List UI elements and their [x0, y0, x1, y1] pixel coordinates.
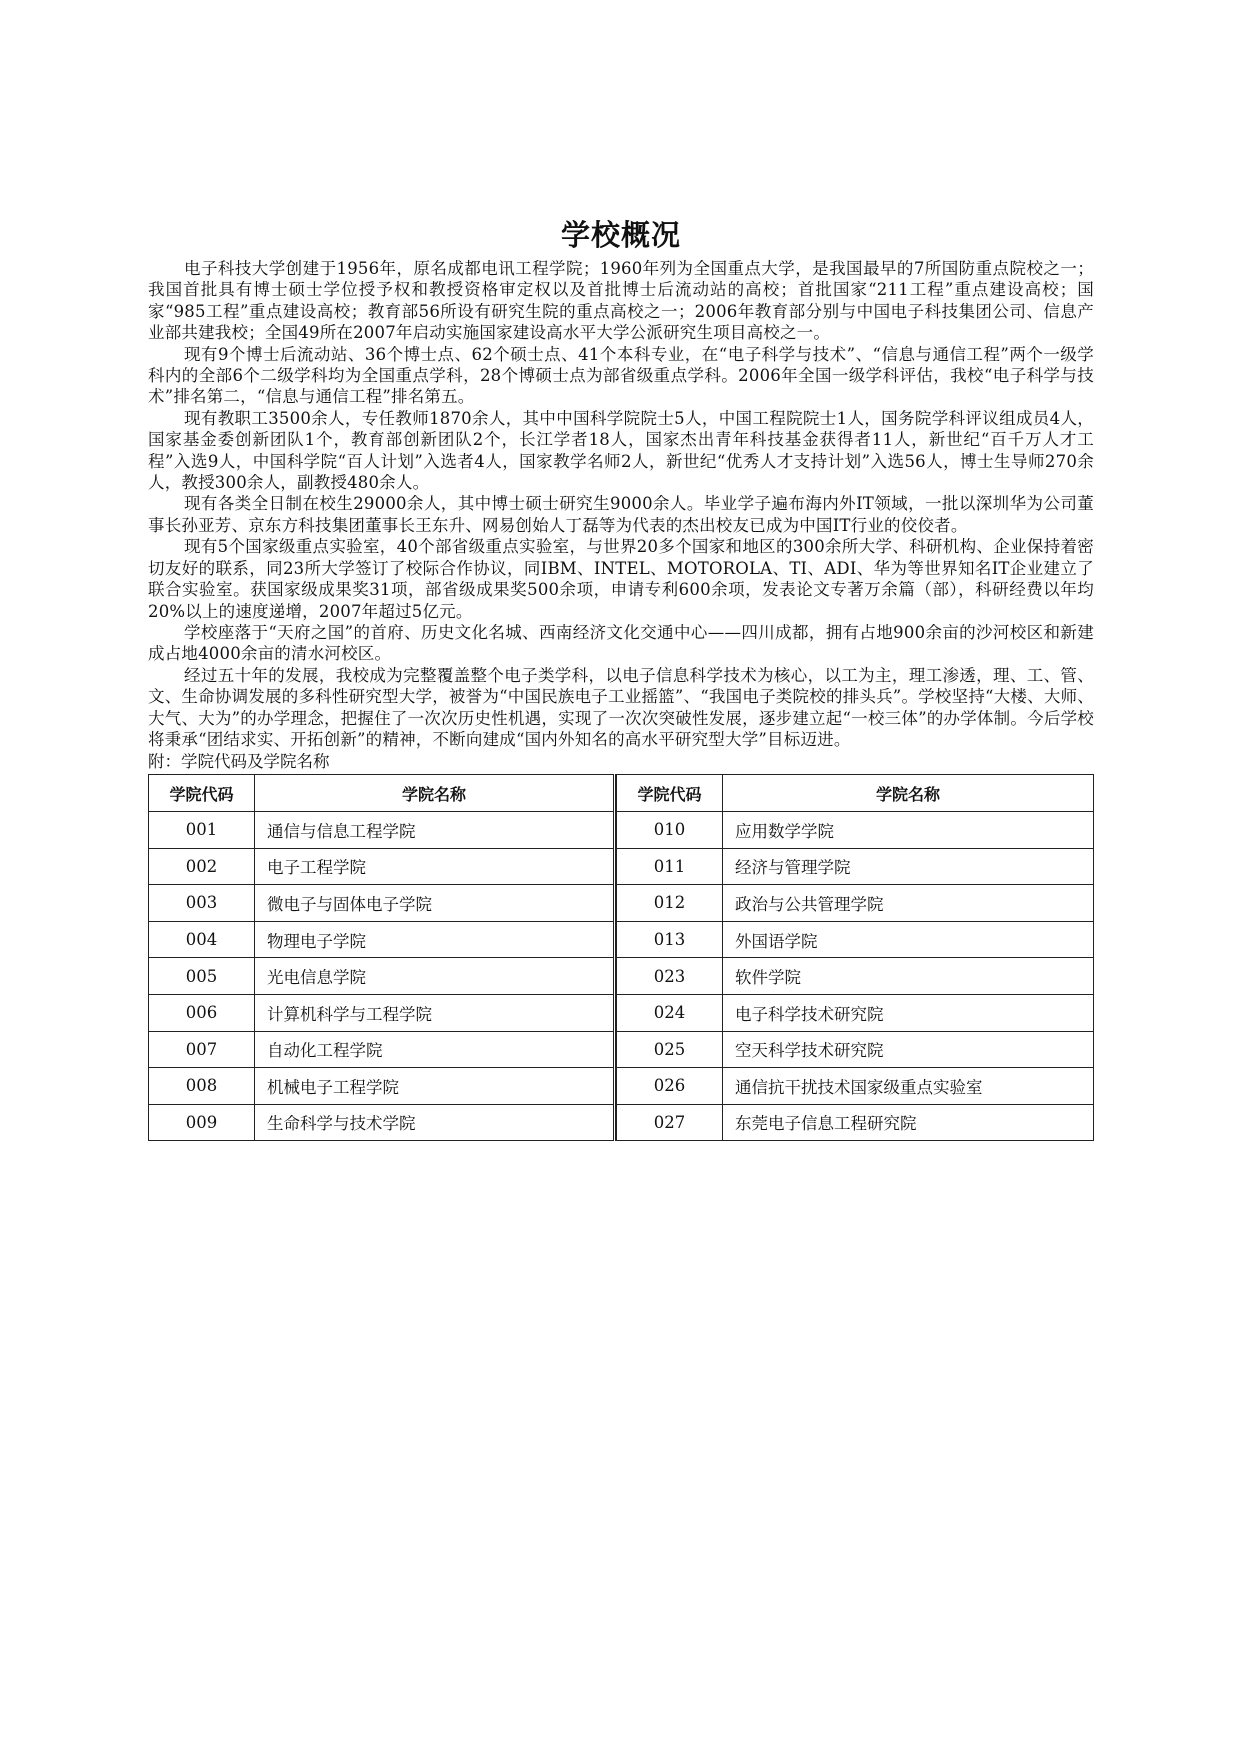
page-title: 学校概况	[560, 218, 681, 252]
college-name: 微电子与固体电子学院	[255, 885, 615, 922]
college-name: 自动化工程学院	[255, 1031, 615, 1068]
table-row	[617, 921, 1094, 958]
table-row	[617, 994, 1094, 1031]
paragraph-students: 现有各类全日制在校生29000余人，其中博士硕士研究生9000余人。毕业学子遍布海内外IT领域，一批以深圳华为公司董事长孙亚芳、京东方科技集团董事长王东升、网易创始人丁磊等为代表的杰出校友已成为中国IT行业的佼佼者。	[148, 494, 1094, 535]
header-code: 学院代码	[149, 775, 255, 812]
college-code: 026	[617, 1068, 723, 1105]
college-code: 009	[149, 1104, 255, 1141]
college-code: 003	[149, 885, 255, 922]
table-row	[149, 1031, 615, 1068]
paragraph-history: 电子科技大学创建于1956年，原名成都电讯工程学院；1960年列为全国重点大学，是我国最早的7所国防重点院校之一；我国首批具有博士硕士学位授予权和教授资格审定权以及首批博士后流动站的高校；首批国家“211工程”重点建设高校；国家“985工程”重点建设高校；教育部56所设有研究生院的重点高校之一；2006年教育部分别与中国电子科技集团公司、信息产业部共建我校；全国49所在2007年启动实施国家建设高水平大学公派研究生项目高校之一。	[148, 259, 1094, 343]
college-code: 008	[149, 1068, 255, 1105]
college-name: 光电信息学院	[255, 958, 615, 995]
college-name: 经济与管理学院	[723, 848, 1094, 885]
table-row	[617, 811, 1094, 848]
header-code: 学院代码	[617, 775, 723, 812]
college-code: 025	[617, 1031, 723, 1068]
college-name: 外国语学院	[723, 921, 1094, 958]
college-name: 计算机科学与工程学院	[255, 994, 615, 1031]
college-code: 002	[149, 848, 255, 885]
paragraph-development: 经过五十年的发展，我校成为完整覆盖整个电子类学科，以电子信息科学技术为核心，以工为主，理工渗透，理、工、管、文、生命协调发展的多科性研究型大学，被誉为“中国民族电子工业摇篮”、“我国电子类院校的排头兵”。学校坚持“大楼、大师、大气、大为”的办学理念，把握住了一次次历史性机遇，实现了一次次突破性发展，逐步建立起“一校三体”的办学体制。今后学校将秉承“团结求实、开拓创新”的精神，不断向建成“国内外知名的高水平研究型大学”目标迈进。	[148, 665, 1094, 749]
college-table-left	[148, 774, 616, 1141]
paragraph-faculty: 现有教职工3500余人，专任教师1870余人，其中中国科学院院士5人，中国工程院院士1人，国务院学科评议组成员4人，国家基金委创新团队1个，教育部创新团队2个，长江学者18人，国家杰出青年科技基金获得者11人，新世纪“百千万人才工程”入选9人，中国科学院“百人计划”入选者4人，国家教学名师2人，新世纪“优秀人才支持计划”入选56人，博士生导师270余人，教授300余人，副教授480余人。	[148, 408, 1094, 493]
college-code: 010	[617, 811, 723, 848]
college-code: 007	[149, 1031, 255, 1068]
college-name: 电子工程学院	[255, 848, 615, 885]
table-row	[149, 811, 615, 848]
college-name: 软件学院	[723, 958, 1094, 995]
college-name: 物理电子学院	[255, 921, 615, 958]
college-name: 应用数学学院	[723, 811, 1094, 848]
table-row	[149, 994, 615, 1031]
college-name: 通信与信息工程学院	[255, 811, 615, 848]
paragraph-disciplines: 现有9个博士后流动站、36个博士点、62个硕士点、41个本科专业，在“电子科学与技术”、“信息与通信工程”两个一级学科内的全部6个二级学科均为全国重点学科，28个博硕士点为部省级重点学科。2006年全国一级学科评估，我校“电子科学与技术”排名第二，“信息与通信工程”排名第五。	[148, 344, 1094, 407]
table-row	[149, 1104, 615, 1141]
college-code: 006	[149, 994, 255, 1031]
college-code: 005	[149, 958, 255, 995]
college-code: 013	[617, 921, 723, 958]
table-header-row	[149, 775, 615, 812]
table-row	[149, 1068, 615, 1105]
paragraph-campus: 学校座落于“天府之国”的首府、历史文化名城、西南经济文化交通中心——四川成都，拥有占地900余亩的沙河校区和新建成占地4000余亩的清水河校区。	[148, 622, 1094, 664]
table-row	[149, 885, 615, 922]
college-code: 012	[617, 885, 723, 922]
appendix-label: 附：学院代码及学院名称	[148, 752, 330, 772]
college-code: 011	[617, 848, 723, 885]
college-name: 电子科学技术研究院	[723, 994, 1094, 1031]
college-name: 空天科学技术研究院	[723, 1031, 1094, 1068]
college-code-table	[148, 774, 1094, 1141]
header-name: 学院名称	[255, 775, 615, 812]
college-code: 001	[149, 811, 255, 848]
table-row	[617, 1031, 1094, 1068]
table-row	[149, 958, 615, 995]
document-page	[148, 216, 1094, 1141]
college-code: 027	[617, 1104, 723, 1141]
college-table-right	[616, 774, 1094, 1141]
table-row	[149, 921, 615, 958]
paragraph-research: 现有5个国家级重点实验室，40个部省级重点实验室，与世界20多个国家和地区的300余所大学、科研机构、企业保持着密切友好的联系，同23所大学签订了校际合作协议，同IBM、INTEL、MOTOROLA、TI、ADI、华为等世界知名IT企业建立了联合实验室。获国家级成果奖31项，部省级成果奖500余项，申请专利600余项，发表论文专著万余篇（部），科研经费以年均20%以上的速度递增，2007年超过5亿元。	[148, 537, 1094, 621]
table-header-row	[617, 775, 1094, 812]
table-row	[617, 958, 1094, 995]
college-name: 通信抗干扰技术国家级重点实验室	[723, 1068, 1094, 1105]
college-name: 机械电子工程学院	[255, 1068, 615, 1105]
college-code: 024	[617, 994, 723, 1031]
college-code: 023	[617, 958, 723, 995]
header-name: 学院名称	[723, 775, 1094, 812]
table-row	[617, 1068, 1094, 1105]
college-name: 东莞电子信息工程研究院	[723, 1104, 1094, 1141]
college-code: 004	[149, 921, 255, 958]
table-row	[617, 885, 1094, 922]
college-name: 政治与公共管理学院	[723, 885, 1094, 922]
college-name: 生命科学与技术学院	[255, 1104, 615, 1141]
table-row	[617, 848, 1094, 885]
table-row	[149, 848, 615, 885]
table-row	[617, 1104, 1094, 1141]
